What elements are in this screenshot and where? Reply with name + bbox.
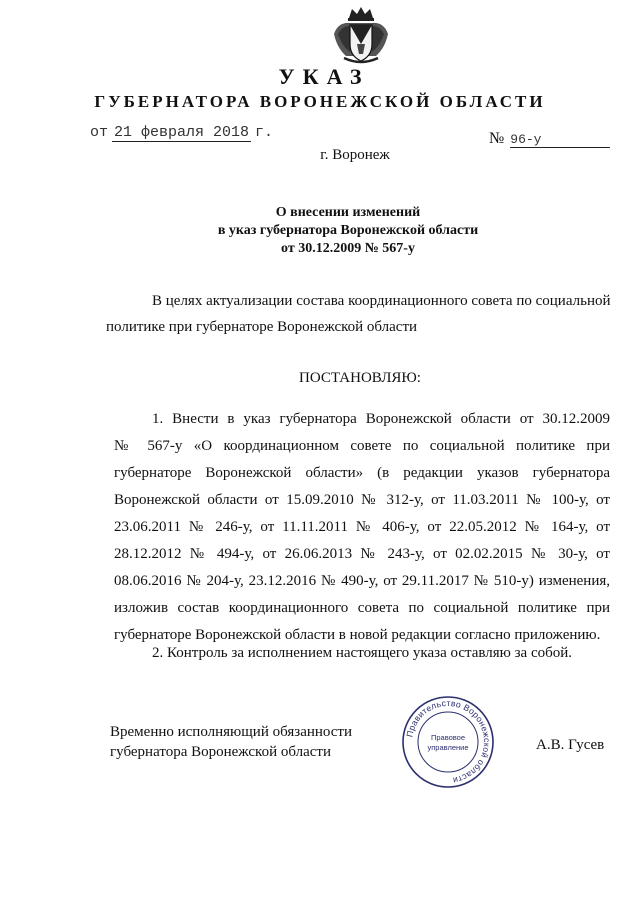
document-date xyxy=(90,124,273,142)
preamble xyxy=(106,288,612,340)
decree-heading: ПОСТАНОВЛЯЮ: xyxy=(299,370,421,386)
preamble-line: политике при губернаторе Воронежской области xyxy=(106,319,418,335)
signatory-position xyxy=(110,722,352,762)
document-subtitle: ГУБЕРНАТОРА ВОРОНЕЖСКОЙ ОБЛАСТИ xyxy=(94,92,546,111)
paragraph-line: изложив состав координационного совета по социальной политике при xyxy=(114,600,610,616)
signatory-name: А.В. Гусев xyxy=(536,737,605,753)
document-title: УКАЗ xyxy=(278,64,370,89)
paragraph-item-1 xyxy=(114,406,610,649)
stamp-center-text: Правовое xyxy=(430,733,466,742)
date-value: 21 февраля 2018 xyxy=(114,124,250,141)
stamp-ring-text: Правительство Воронежской области xyxy=(404,697,493,786)
paragraph-line: № 567-у «О координационном совете по социальной политике при xyxy=(114,438,610,454)
preamble-line: В целях актуализации состава координационного совета по социальной xyxy=(152,293,611,309)
paragraph-line: 28.12.2012 № 494-у, от 26.06.2013 № 243-у, от 02.02.2015 № 30-у, от xyxy=(114,546,610,562)
date-prefix: от xyxy=(90,124,109,141)
subject-line: от 30.12.2009 № 567-у xyxy=(281,241,415,256)
coat-of-arms-icon xyxy=(330,4,392,68)
number-sign: № xyxy=(489,130,505,147)
paragraph-line: 23.06.2011 № 246-у, от 11.11.2011 № 406-у, от 22.05.2012 № 164-у, от xyxy=(114,519,610,535)
subject-line: О внесении изменений xyxy=(275,205,421,220)
position-line: губернатора Воронежской области xyxy=(110,744,331,760)
number-value: 96-у xyxy=(510,132,610,148)
subject-line: в указ губернатора Воронежской области xyxy=(217,223,479,238)
paragraph-line: 1. Внести в указ губернатора Воронежской области от 30.12.2009 xyxy=(152,411,610,427)
document-city: г. Воронеж xyxy=(320,147,390,163)
date-suffix: г. xyxy=(255,124,274,141)
official-stamp xyxy=(400,694,496,790)
document-subject xyxy=(0,204,640,258)
position-line: Временно исполняющий обязанности xyxy=(110,724,353,740)
paragraph-line: Воронежской области от 15.09.2010 № 312-у, от 11.03.2011 № 100-у, от xyxy=(114,492,610,508)
paragraph-item-2: 2. Контроль за исполнением настоящего указа оставляю за собой. xyxy=(152,645,573,661)
paragraph-line: 08.06.2016 № 204-у, 23.12.2016 № 490-у, от 29.11.2017 № 510-у) изменения, xyxy=(114,573,610,589)
paragraph-line: губернаторе Воронежской области» (в редакции указов губернатора xyxy=(114,465,610,481)
document-number xyxy=(489,130,610,148)
stamp-center-text: управление xyxy=(427,743,469,752)
paragraph-line: губернаторе Воронежской области в новой редакции согласно приложению. xyxy=(114,627,601,643)
